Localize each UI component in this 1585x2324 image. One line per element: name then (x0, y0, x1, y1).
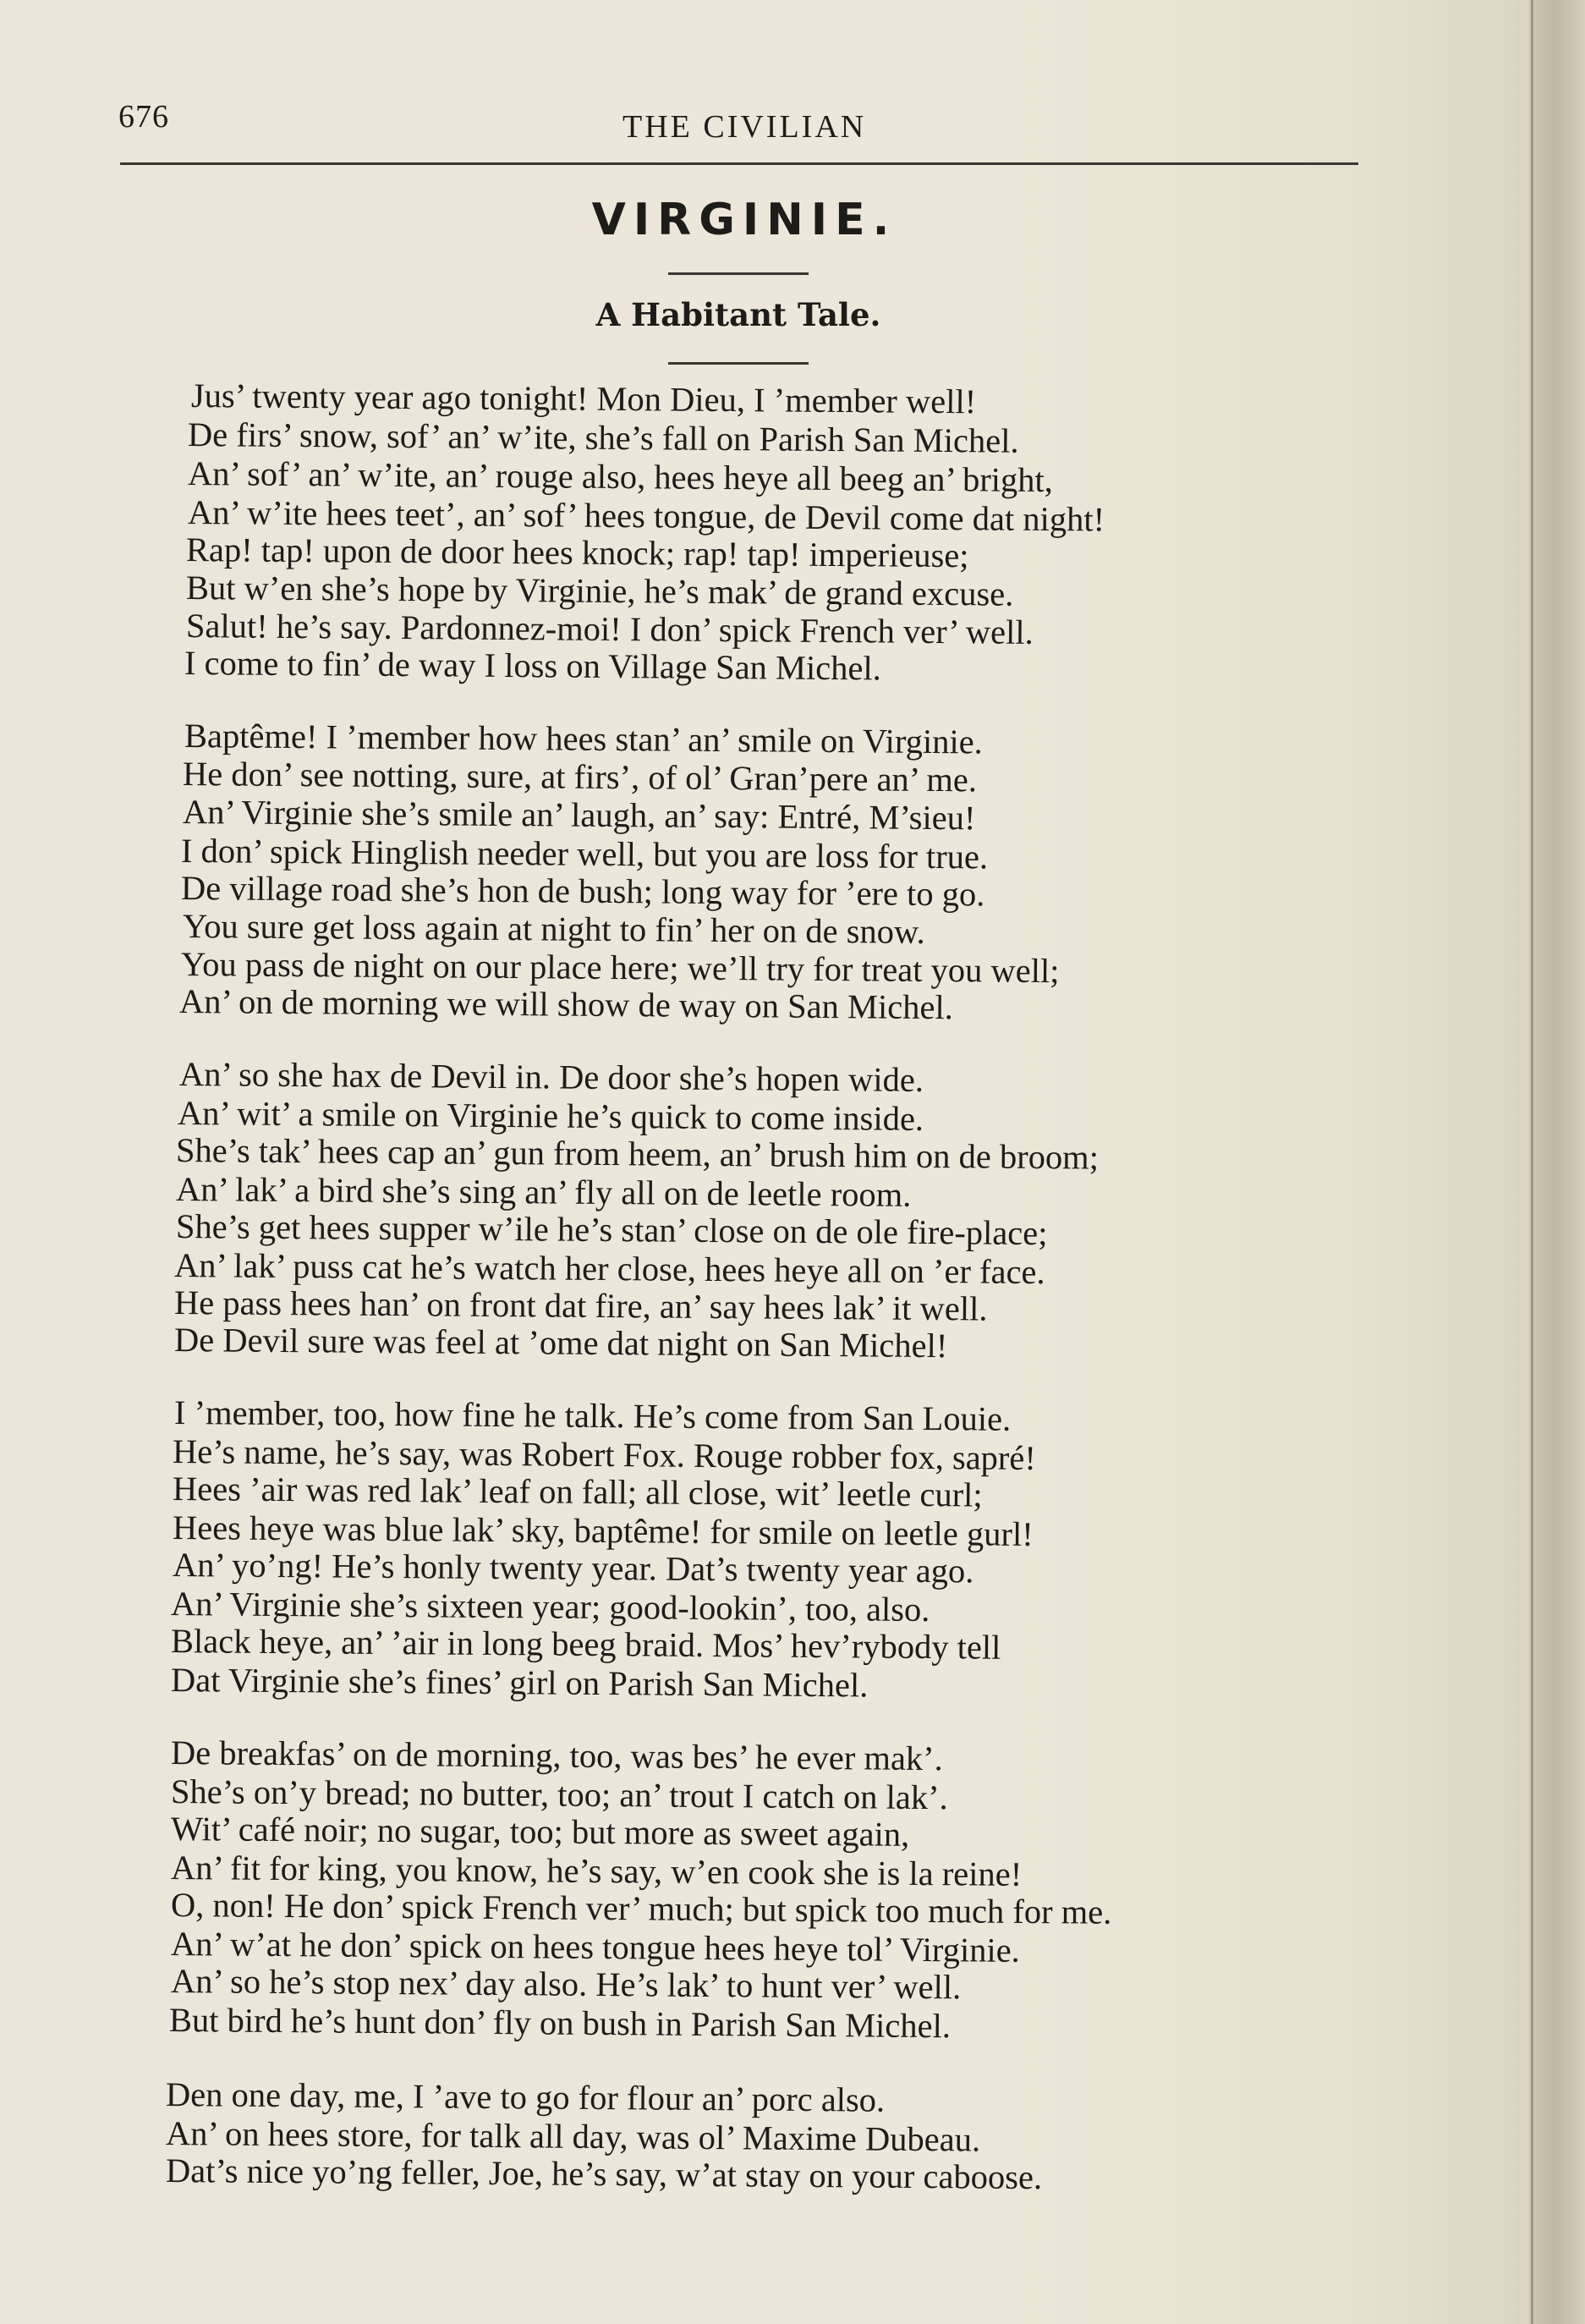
poem-line: Den one day, me, I ’ave to go for flour an’ porc also. (165, 2075, 886, 2119)
poem-line: An’ Virginie she’s smile an’ laugh, an’ say: Entré, M’sieu! (182, 793, 976, 838)
poem-line: She’s tak’ hees cap an’ gun from heem, an’ brush him on de broom; (175, 1131, 1100, 1177)
poem-line: An’ so he’s stop nex’ day also. He’s lak’ to hunt ver’ well. (170, 1962, 962, 2007)
poem-line: He pass hees han’ on front dat fire, an’ say hees lak’ it well. (173, 1283, 988, 1328)
poem-line: An’ on de morning we will show de way on San Michel. (178, 982, 954, 1027)
poem-line: An’ yo’ng! He’s honly twenty year. Dat’s twenty year ago. (172, 1546, 974, 1591)
poem-line: An’ lak’ a bird she’s sing an’ fly all on de leetle room. (175, 1170, 912, 1214)
poem-line: De firs’ snow, sof’ an’ w’ite, she’s fall on Parish San Michel. (187, 415, 1019, 460)
article-subtitle: A Habitant Tale. (595, 296, 881, 333)
poem-line: An’ lak’ puss cat he’s watch her close, hees heye all on ’er face. (173, 1246, 1045, 1292)
poem-line: Wit’ café noir; no sugar, too; but more as sweet again, (170, 1810, 910, 1854)
poem-line: But bird he’s hunt don’ fly on bush in Parish San Michel. (168, 2001, 952, 2046)
poem-line: De Devil sure was feel at ’ome dat night on San Michel! (173, 1321, 948, 1365)
page-number: 676 (118, 99, 169, 135)
poem-line: An’ sof’ an’ w’ite, an’ rouge also, hees heye all beeg an’ bright, (187, 454, 1054, 500)
running-title: THE CIVILIAN (622, 109, 867, 145)
poem-line: An’ so she hax de Devil in. De door she’s hopen wide. (178, 1055, 924, 1099)
poem-line: O, non! He don’ spick French ver’ much; but spick too much for me. (170, 1886, 1112, 1931)
poem-line: Dat Virginie she’s fines’ girl on Parish San Michel. (170, 1661, 869, 1705)
poem-line: Jus’ twenty year ago tonight! Mon Dieu, I ’member well! (190, 376, 977, 421)
poem-line: An’ on hees store, for talk all day, was ol’ Maxime Dubeau. (165, 2114, 981, 2159)
poem-line: She’s on’y bread; no butter, too; an’ trout I catch on lak’. (170, 1772, 948, 1817)
poem-line: But w’en she’s hope by Virginie, he’s mak’ de grand excuse. (185, 569, 1014, 613)
poem-line: Hees ’air was red lak’ leaf on fall; all close, wit’ leetle curl; (172, 1470, 983, 1514)
poem-line: De village road she’s hon de bush; long way for ’ere to go. (180, 869, 985, 914)
poem-line: I don’ spick Hinglish needer well, but you are loss for true. (180, 832, 989, 876)
poem-line: An’ wit’ a smile on Virginie he’s quick to come inside. (177, 1094, 924, 1138)
poem-line: You pass de night on our place here; we’ll try for treat you well; (180, 945, 1060, 991)
poem-line: Black heye, an’ ’air in long beeg braid. Mos’ hev’rybody tell (170, 1622, 1001, 1667)
title-rule (668, 272, 809, 275)
poem-line: Baptême! I ’member how hees stan’ an’ smile on Virginie. (184, 717, 983, 761)
poem-line: You sure get loss again at night to fin’ her on de snow. (182, 907, 925, 951)
article-title: VIRGINIE. (591, 195, 897, 245)
poem-line: An’ Virginie she’s sixteen year; good-lookin’, too, also. (170, 1585, 930, 1629)
binding-shadow-line (1531, 0, 1533, 2324)
poem-line: She’s get hees supper w’ile he’s stan’ close on de ole fire-place; (175, 1207, 1048, 1253)
poem-line: De breakfas’ on de morning, too, was bes’ he ever mak’. (170, 1733, 943, 1778)
poem-line: I come to fin’ de way I loss on Village San Michel. (184, 644, 882, 688)
poem-line: Rap! tap! upon de door hees knock; rap! tap! imperieuse; (185, 530, 969, 575)
poem-line: Hees heye was blue lak’ sky, baptême! for smile on leetle gurl! (172, 1508, 1034, 1553)
binding-edge (1529, 0, 1585, 2324)
header-rule (120, 162, 1358, 165)
poem-line: He don’ see notting, sure, at firs’, of ol’ Gran’pere an’ me. (182, 755, 978, 799)
poem-line: He’s name, he’s say, was Robert Fox. Rouge robber fox, sapré! (172, 1432, 1037, 1478)
poem-line: An’ fit for king, you know, he’s say, w’en cook she is la reine! (170, 1849, 1023, 1893)
poem-line: Salut! he’s say. Pardonnez-moi! I don’ spick French ver’ well. (185, 607, 1034, 651)
subtitle-rule (668, 362, 809, 365)
poem-line: Dat’s nice yo’ng feller, Joe, he’s say, w’at stay on your caboose. (165, 2151, 1043, 2197)
poem-line: An’ w’ite hees teet’, an’ sof’ hees tongue, de Devil come dat night! (187, 493, 1105, 539)
poem-line: I ’member, too, how fine he talk. He’s come from San Louie. (173, 1393, 1012, 1438)
poem-line: An’ w’at he don’ spick on hees tongue hees heye tol’ Virginie. (170, 1925, 1020, 1970)
